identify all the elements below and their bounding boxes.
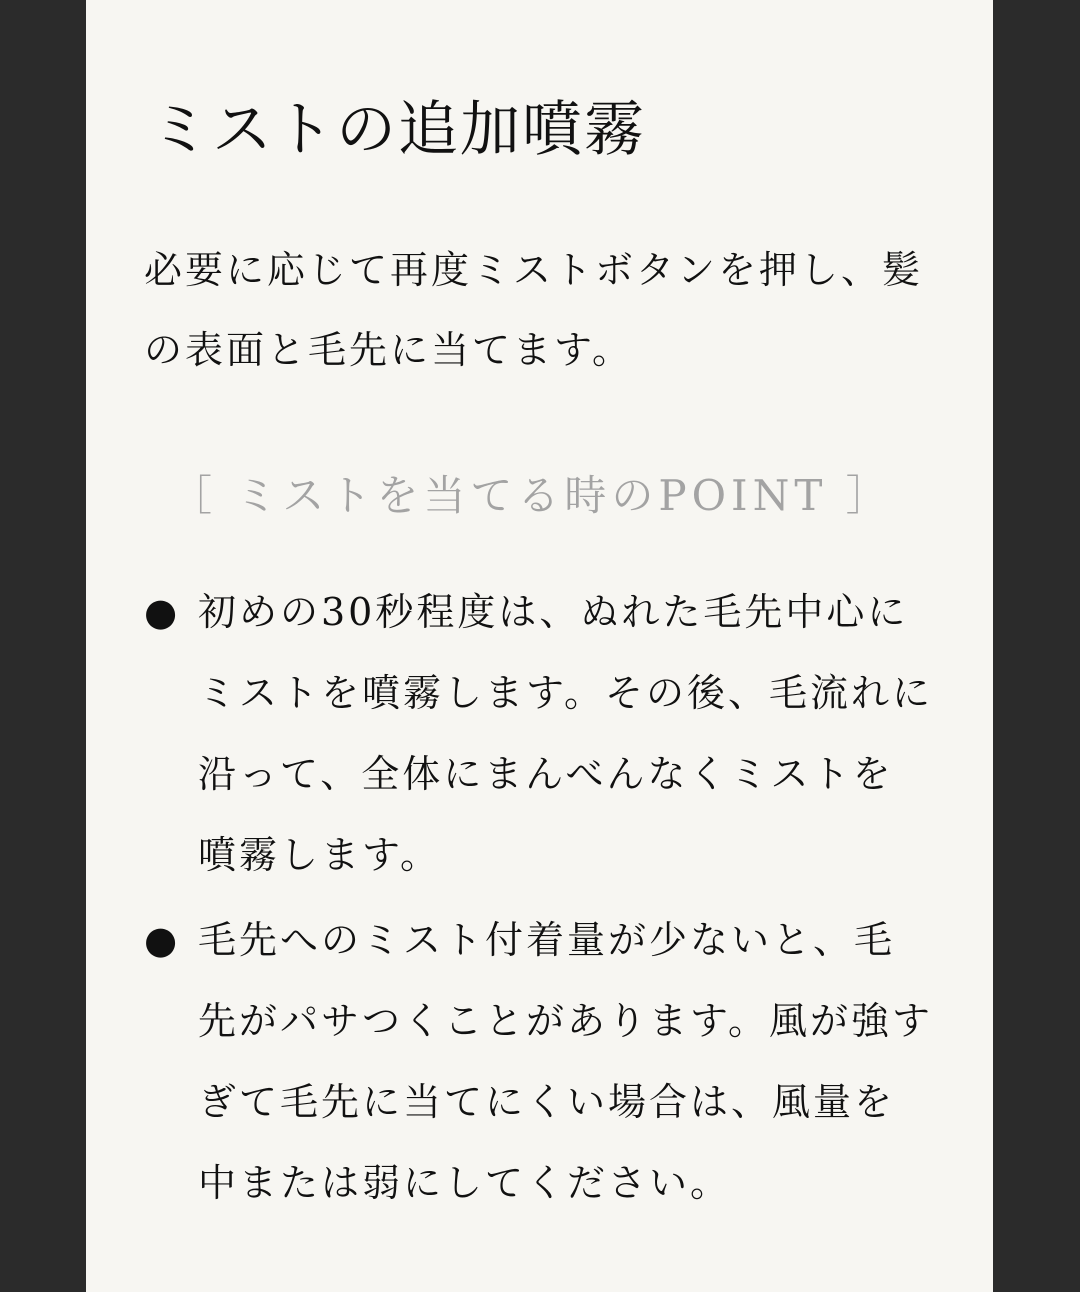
- bullet-icon: ●: [144, 590, 178, 634]
- page-title: ミストの追加噴霧: [150, 95, 646, 165]
- point-list: [144, 572, 934, 1228]
- content-panel: [86, 0, 993, 1292]
- point-text-2: 毛先へのミスト付着量が少ないと、毛先がパサつくことがあります。風が強すぎて毛先に当てにくい場合は、風量を中または弱にしてください。: [198, 918, 933, 1205]
- intro-text: 必要に応じて再度ミストボタンを押し、髪の表面と毛先に当てます。: [144, 248, 924, 372]
- point-text-1: 初めの30秒程度は、ぬれた毛先中心にミストを噴霧します。その後、毛流れに沿って、全体にまんべんなくミストを噴霧します。: [198, 590, 933, 877]
- bullet-icon: ●: [144, 918, 178, 962]
- point-item-1: [144, 572, 934, 896]
- point-item-2: [144, 900, 934, 1224]
- point-heading: ［ ミストを当てる時のPOINT ］: [170, 471, 893, 520]
